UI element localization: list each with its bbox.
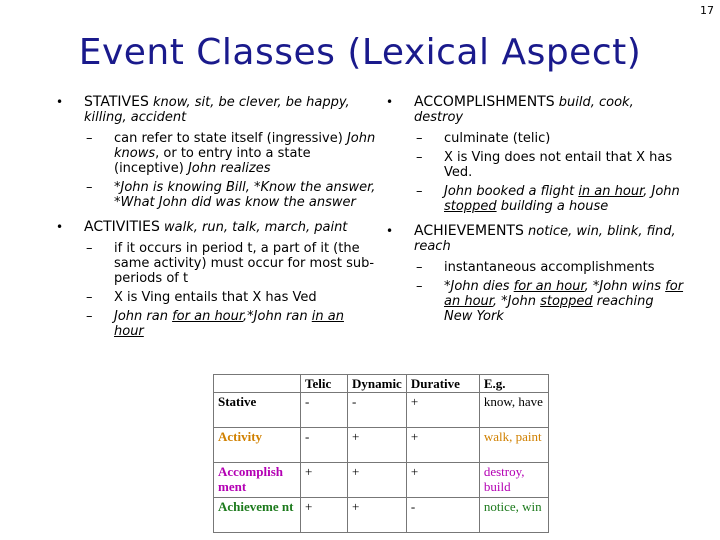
cell-durative: +: [406, 428, 479, 463]
cell-durative: +: [406, 393, 479, 428]
table-header: Telic: [301, 375, 348, 393]
achievements-sub-2: – *John dies for an hour, *John wins for an hour, *John stopped reaching New York: [416, 279, 684, 324]
accomplishments-examples: build, cook, destroy: [414, 95, 634, 125]
accomplishments-bullet: [386, 95, 686, 125]
activities-heading: ACTIVITIES: [84, 219, 160, 235]
activities-bullet: [56, 220, 376, 235]
row-label-stative: Stative: [214, 393, 301, 428]
table-row: [214, 393, 549, 428]
table-header: E.g.: [479, 375, 548, 393]
row-label-achievement: Achieveme nt: [214, 498, 301, 533]
cell-example: destroy, build: [479, 463, 548, 498]
activities-sub-3: – John ran for an hour,*John ran in an hour: [86, 309, 344, 339]
cell-dynamic: -: [348, 393, 407, 428]
aspect-table: [213, 374, 549, 533]
cell-telic: +: [301, 498, 348, 533]
statives-sublist: [56, 131, 376, 210]
accomplishments-sub-1: – culminate (telic): [416, 131, 551, 146]
cell-dynamic: +: [348, 463, 407, 498]
cell-dynamic: +: [348, 428, 407, 463]
achievements-examples: notice, win, blink, find, reach: [414, 224, 676, 254]
slide-title: Event Classes (Lexical Aspect): [78, 32, 642, 73]
table-row: [214, 428, 549, 463]
activities-sublist: [56, 241, 376, 339]
bullet-dot: •: [56, 95, 64, 109]
bullet-dot: •: [386, 224, 394, 238]
cell-durative: +: [406, 463, 479, 498]
statives-heading: STATIVES: [84, 94, 149, 110]
row-label-accomplishment: Accomplish ment: [214, 463, 301, 498]
table-header: Dynamic: [348, 375, 407, 393]
achievements-sublist: [386, 260, 686, 324]
statives-sub-2: – *John is knowing Bill, *Know the answer, *What John did was know the answer: [86, 180, 376, 210]
cell-durative: -: [406, 498, 479, 533]
accomplishments-sub-3: – John booked a flight in an hour, John stopped building a house: [416, 184, 680, 214]
right-column: [386, 95, 686, 334]
cell-dynamic: +: [348, 498, 407, 533]
cell-example: notice, win: [479, 498, 548, 533]
page-number: 17: [700, 4, 714, 17]
cell-telic: -: [301, 428, 348, 463]
accomplishments-sublist: [386, 131, 686, 214]
accomplishments-sub-2: – X is Ving does not entail that X has Ved.: [416, 150, 673, 180]
activities-sub-1: – if it occurs in period t, a part of it (the same activity) must occur for most sub-periods of t: [86, 241, 375, 286]
achievements-bullet: [386, 224, 686, 254]
cell-example: walk, paint: [479, 428, 548, 463]
row-label-activity: Activity: [214, 428, 301, 463]
bullet-dot: •: [56, 220, 64, 234]
statives-sub-1: – can refer to state itself (ingressive) John knows, or to entry into a state (inceptive) John realizes: [86, 131, 376, 176]
achievements-heading: ACHIEVEMENTS: [414, 223, 524, 239]
left-column: [56, 95, 376, 349]
bullet-dot: •: [386, 95, 394, 109]
table-row: [214, 498, 549, 533]
cell-telic: -: [301, 393, 348, 428]
accomplishments-heading: ACCOMPLISHMENTS: [414, 94, 555, 110]
cell-telic: +: [301, 463, 348, 498]
activities-sub-2: – X is Ving entails that X has Ved: [86, 290, 317, 305]
statives-examples: know, sit, be clever, be happy, killing, accident: [84, 95, 350, 125]
cell-example: know, have: [479, 393, 548, 428]
table-row: [214, 463, 549, 498]
statives-bullet: [56, 95, 376, 125]
table-header: [214, 375, 301, 393]
table-header-row: [214, 375, 549, 393]
activities-examples: walk, run, talk, march, paint: [164, 220, 348, 235]
table-header: Durative: [406, 375, 479, 393]
achievements-sub-1: – instantaneous accomplishments: [416, 260, 655, 275]
